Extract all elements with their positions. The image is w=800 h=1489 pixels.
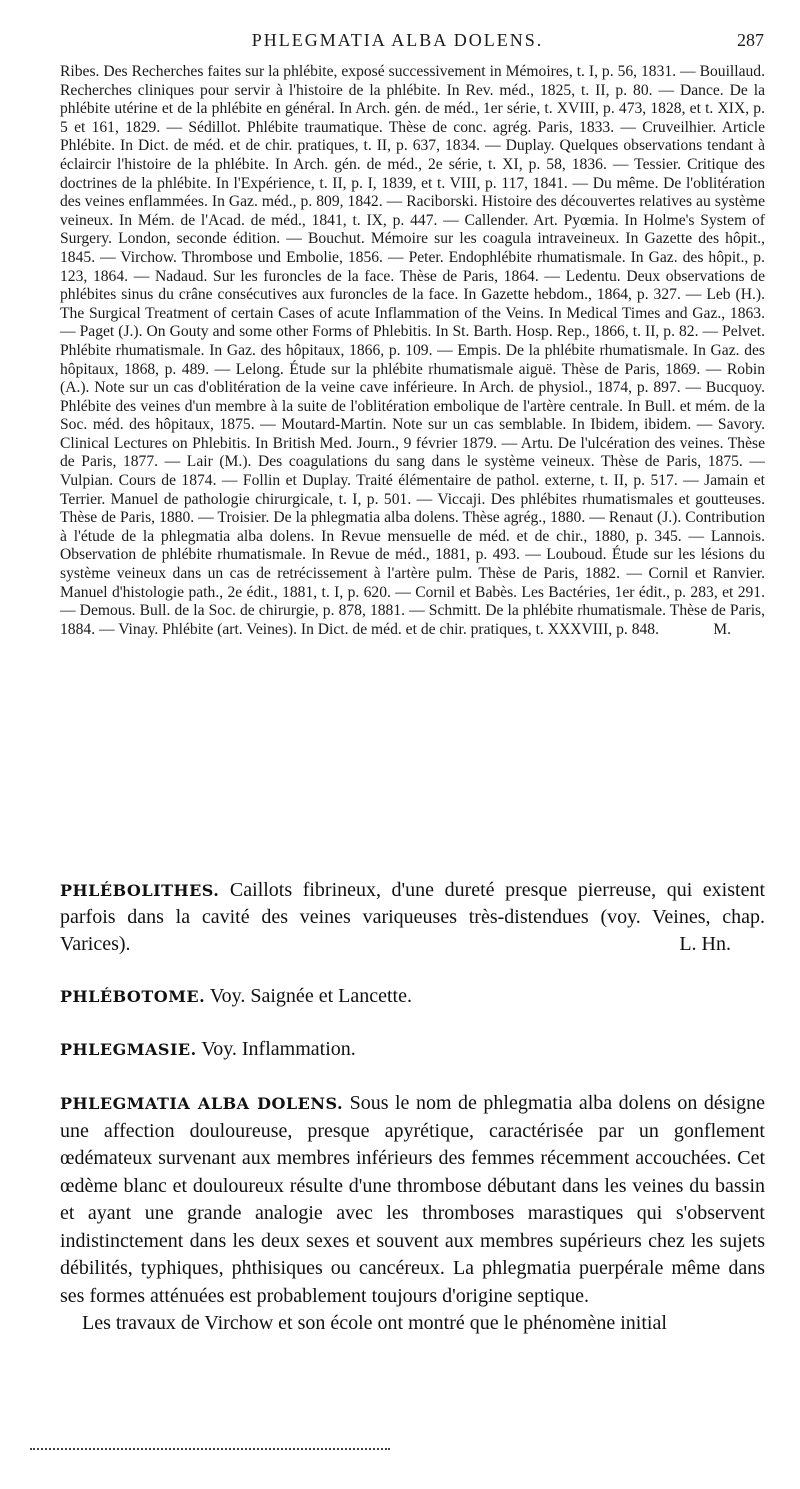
bibliography-text: Ribes. Des Recherches faites sur la phlébite, exposé successivement in Mémoires, t. I, p. 56, 1831. — Bouillaud. Recherches cliniques pour servir à l'histoire de la phlébite. In Rev. méd., 1825, t. II, p. 80. — Dance. De la phlébite utérine et de la phlébite en général. In Arch. gén. de méd., 1er série, t. XVIII, p. 473, 1828, et t. XIX, p. 5 et 161, 1829. — Sédillot. Phlébite traumatique. Thèse de conc. agrég. Paris, 1833. — Cruveilhier. Article Phlébite. In Dict. de méd. et de chir. pratiques, t. II, p. 637, 1834. — Duplay. Quelques observations tendant à éclaircir l'histoire de la phlébite. In Arch. gén. de méd., 2e série, t. XI, p. 58, 1836. — Tessier. Critique des doctrines de la phlébite. In l'Expérience, t. II, p. I, 1839, et t. VIII, p. 117, 1841. — Du même. De l'oblitération des veines enflammées. In Gaz. méd., p. 809, 1842. — Raciborski. Histoire des découvertes relatives au système veineux. In Mém. de l'Acad. de méd., 1841, t. IX, p. 447. — Callender. Art. Pyœmia. In Holme's System of Surgery. London, seconde édition. — Bouchut. Mémoire sur les coagula intraveineux. In Gazette des hôpit., 1845. — Virchow. Thrombose und Embolie, 1856. — Peter. Endophlébite rhumatismale. In Gaz. des hôpit., p. 123, 1864. — Nadaud. Sur les furoncles de la face. Thèse de Paris, 1864. — Ledentu. Deux observations de phlébites sinus du crâne consécutives aux furoncles de la face. In Gazette hebdom., 1864, p. 327. — Leb (H.). The Surgical Treatment of certain Cases of acute Inflammation of the Veins. In Medical Times and Gaz., 1863. — Paget (J.). On Gouty and some other Forms of Phlebitis. In St. Barth. Hosp. Rep., 1866, t. II, p. 82. — Pelvet. Phlébite rhumatismale. In Gaz. des hôpitaux, 1866, p. 109. — Empis. De la phlébite rhumatismale. In Gaz. des hôpitaux, 1868, p. 489. — Lelong. Étude sur la phlébite rhumatismale aiguë. Thèse de Paris, 1869. — Robin (A.). Note sur un cas d'oblitération de la veine cave inférieure. In Arch. de physiol., 1874, p. 897. — Bucquoy. Phlébite des veines d'un membre à la suite de l'oblitération embolique de l'artère centrale. In Bull. et mém. de la Soc. méd. des hôpitaux, 1875. — Moutard-Martin. Note sur un cas semblable. In Ibidem, ibidem. — Savory. Clinical Lectures on Phlebitis. In British Med. Journ., 9 février 1879. — Artu. De l'ulcération des veines. Thèse de Paris, 1877. — Lair (M.). Des coagulations du sang dans le système veineux. Thèse de Paris, 1875. — Vulpian. Cours de 1874. — Follin et Duplay. Traité élémentaire de pathol. externe, t. II, p. 517. — Jamain et Terrier. Manuel de pathologie chirurgicale, t. I, p. 501. — Viccaji. Des phlébites rhumatismales et goutteuses. Thèse de Paris, 1880. — Troisier. De la phlegmatia alba dolens. Thèse agrég., 1880. — Renaut (J.). Contribution à l'étude de la phlegmatia alba dolens. In Revue mensuelle de méd. et de chir., 1880, p. 345. — Lannois. Observation de phlébite rhumatismale. In Revue de méd., 1881, p. 493. — Louboud. Étude sur les lésions du système veineux dans un cas de retrécissement à l'artère pulm. Thèse de Paris, 1882. — Cornil et Ranvier. Manuel d'histologie path., 2e édit., 1881, t. I, p. 620. — Cornil et Babès. Les Bactéries, 1er édit., p. 283, et 291. — Demous. Bull. de la Soc. de chirurgie, p. 878, 1881. — Schmitt. De la phlébite rhumatismale. Thèse de Paris, 1884. — Vinay. Phlébite (art. Veines). In Dict. de méd. et de chir. pratiques, t. XXXVIII, p. 848.	[60, 63, 765, 638]
footer-dotted-rule	[30, 1448, 390, 1452]
running-head-title: PHLEGMATIA ALBA DOLENS.	[251, 30, 544, 50]
entry-headword: PHLEGMATIA ALBA DOLENS.	[60, 1094, 344, 1113]
running-head	[58, 30, 764, 54]
bibliography-block	[60, 63, 765, 639]
bibliography-signature: M.	[713, 620, 731, 638]
entry-signature: L. Hn.	[679, 933, 731, 955]
entry-text: Sous le nom de phlegmatia alba dolens on désigne une affection douloureuse, presque apyrétique, caractérisée par un gonflement œdémateux survenant aux membres inférieurs des femmes récemment accouchées. Cet œdème blanc et douloureux résulte d'une thrombose débutant dans les veines du bassin et ayant une grande analogie avec les thromboses marastiques qui s'observent indistinctement dans les deux sexes et souvent aux membres supérieurs chez les sujets débilités, typhiques, phthisiques ou cancéreux. La phlegmatia puerpérale même dans ses formes atténuées est probablement toujours d'origine septique.	[60, 1092, 766, 1307]
entry-phlegmasie	[60, 1036, 765, 1063]
entry-phlebotome	[60, 983, 765, 1010]
entry-headword: PHLÉBOTOME.	[60, 987, 206, 1006]
entry-headword: PHLEGMASIE.	[60, 1040, 197, 1059]
entry-text: Caillots fibrineux, d'une dureté presque pierreuse, qui existent parfois dans la cavité des veines variqueuses très-distendues (voy. Veines, chap. Varices).	[60, 879, 766, 955]
entry-phlegmatia-alba-dolens	[60, 1090, 765, 1338]
entry-phlebolithes	[60, 877, 765, 958]
page-number: 287	[737, 30, 764, 50]
entry-text: Voy. Inflammation.	[201, 1038, 356, 1060]
entry-text: Voy. Saignée et Lancette.	[209, 985, 412, 1007]
entry-headword: PHLÉBOLITHES.	[60, 881, 220, 900]
entry-paragraph-2: Les travaux de Virchow et son école ont montré que le phénomène initial	[82, 1312, 667, 1334]
